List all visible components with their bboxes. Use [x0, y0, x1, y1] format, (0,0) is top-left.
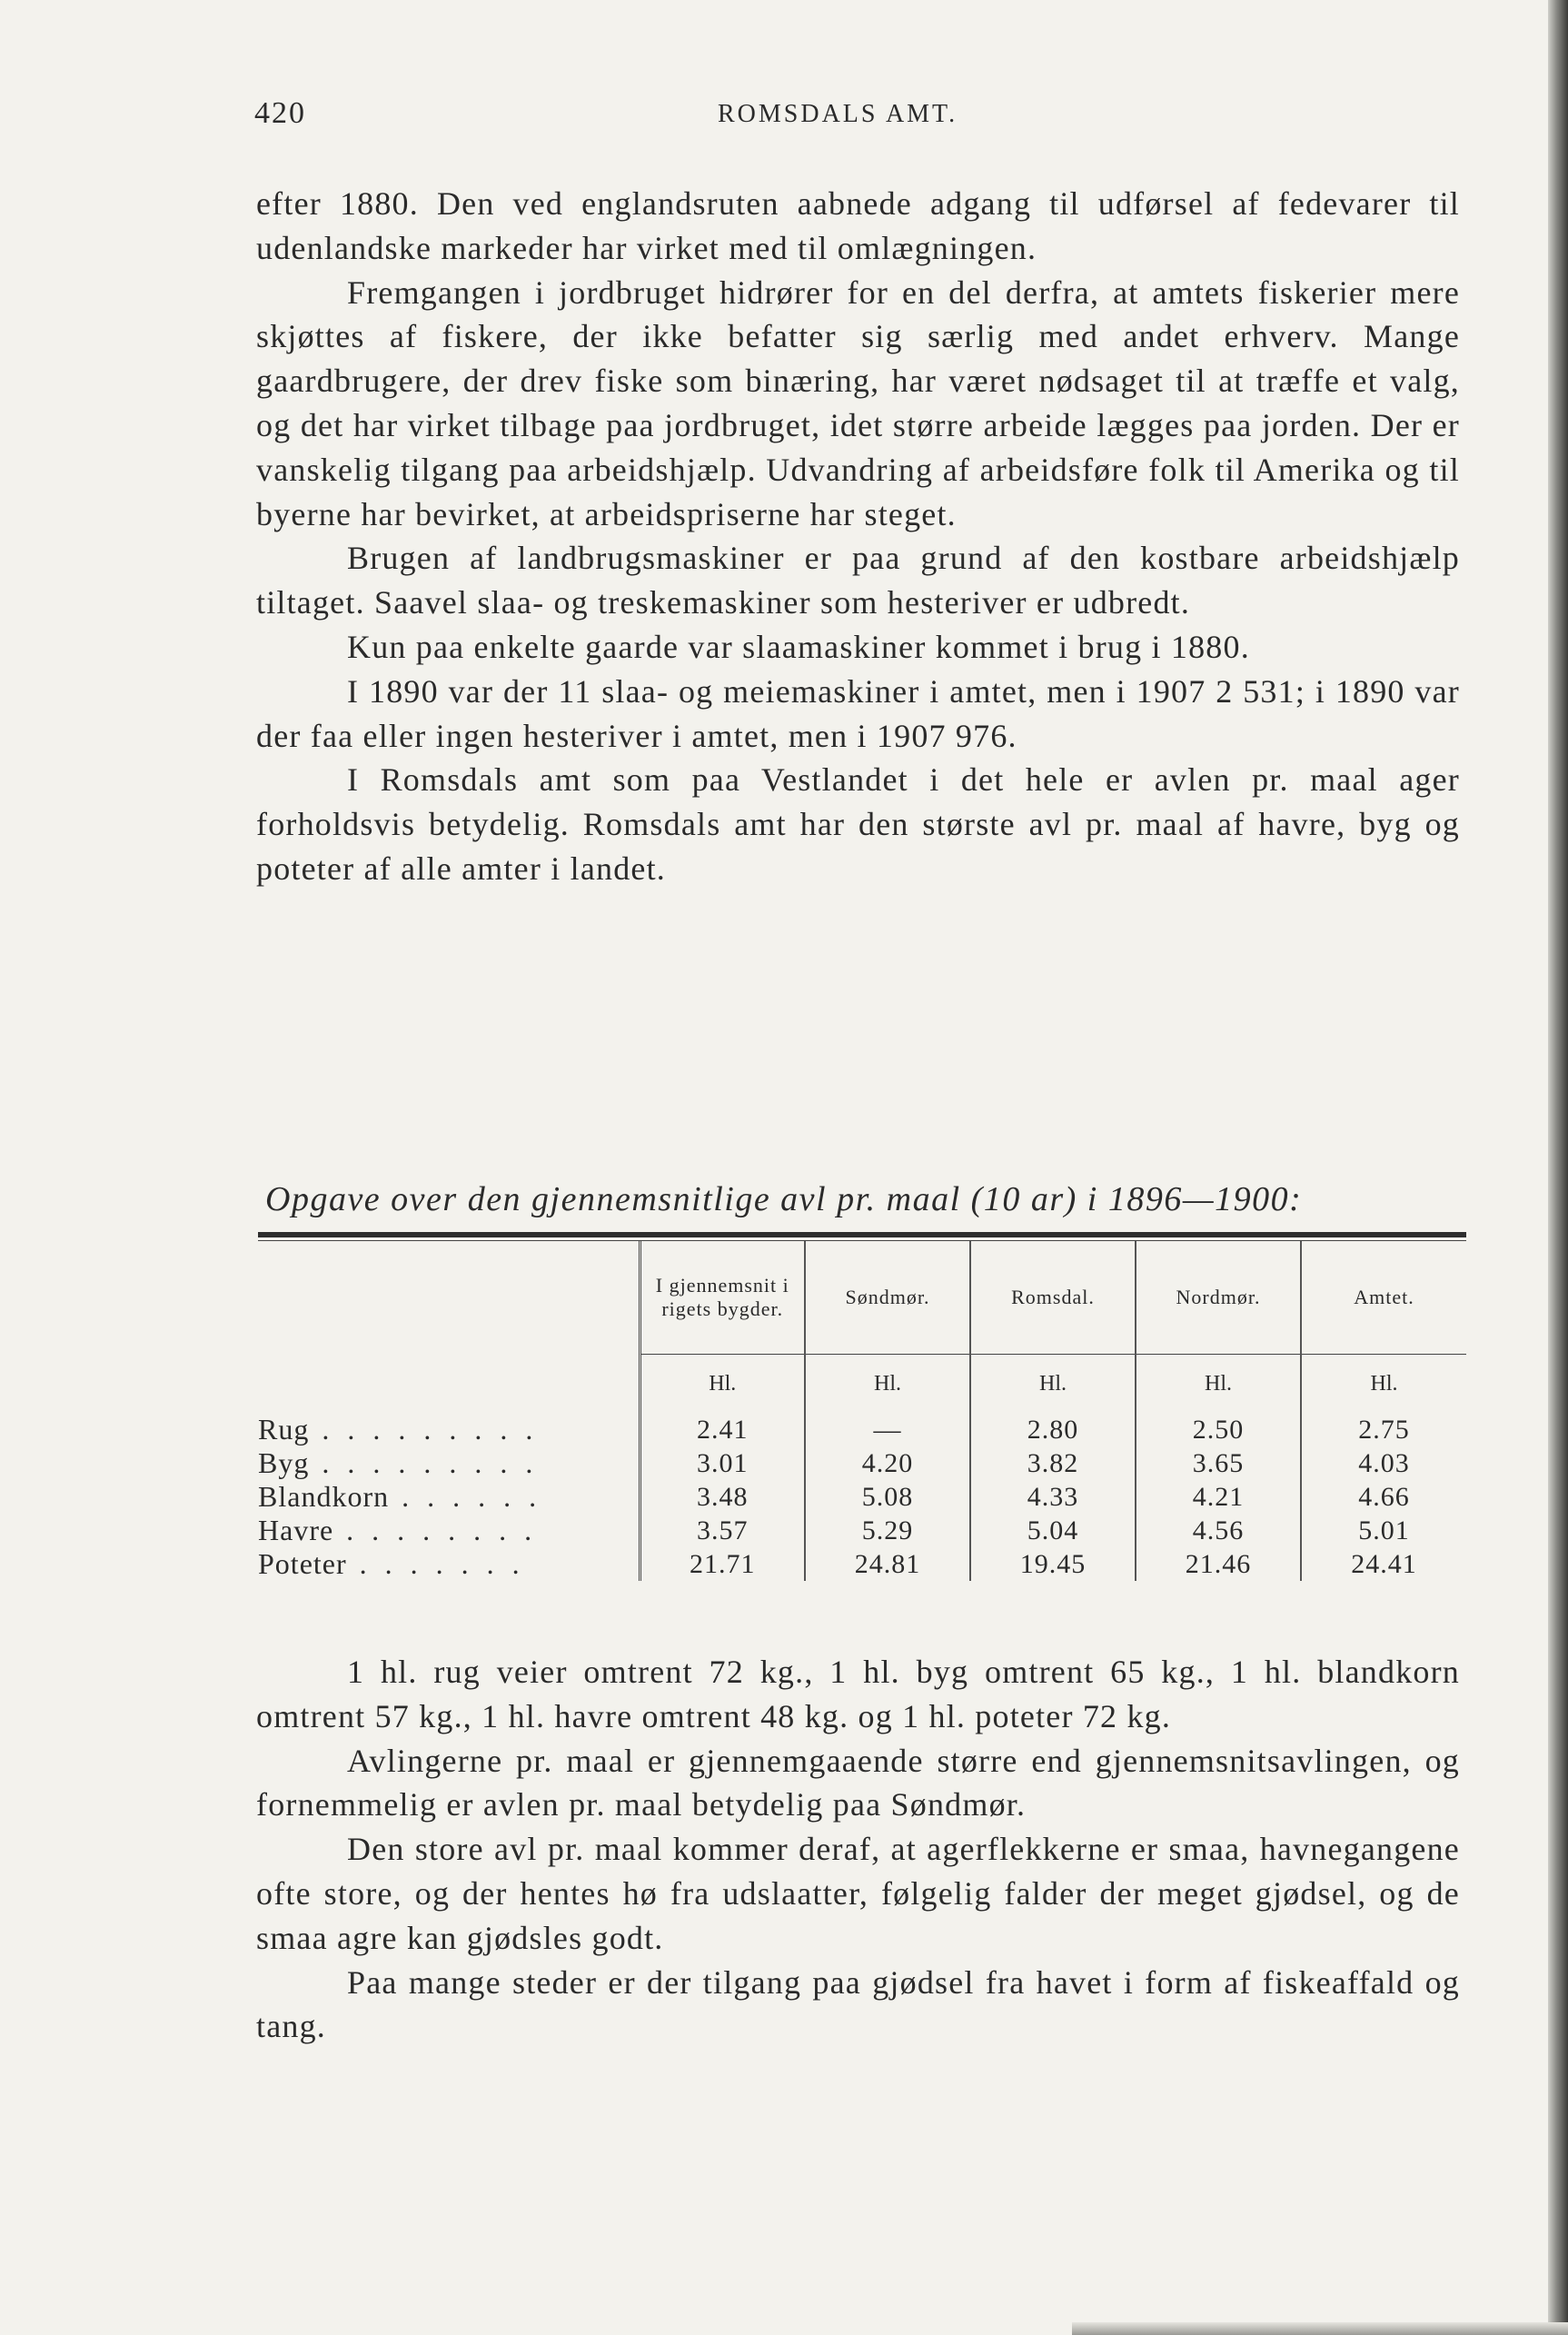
paragraph: efter 1880. Den ved englandsruten aabnede adgang til udførsel af fedevarer til udenlandske markeder har virket med til omlægningen. — [256, 185, 1460, 266]
table-row — [258, 1547, 1466, 1581]
table-cell: 19.45 — [970, 1547, 1136, 1581]
column-header: Søndmør. — [805, 1241, 970, 1355]
table-row — [258, 1480, 1466, 1514]
table-row — [258, 1514, 1466, 1547]
table-cell: 21.71 — [640, 1547, 805, 1581]
table-cell: 24.41 — [1301, 1547, 1466, 1581]
table-cell: 2.75 — [1301, 1413, 1466, 1446]
yield-table-wrapper — [258, 1232, 1466, 1581]
unit-label: Hl. — [1301, 1355, 1466, 1414]
table-row — [258, 1413, 1466, 1446]
row-label — [258, 1514, 640, 1547]
column-header: I gjennemsnit i rigets bygder. — [640, 1241, 805, 1355]
table-cell: 2.50 — [1136, 1413, 1301, 1446]
table-cell: 3.57 — [640, 1514, 805, 1547]
paragraph: 1 hl. rug veier omtrent 72 kg., 1 hl. byg omtrent 65 kg., 1 hl. blandkorn omtrent 57 kg., 1 hl. havre omtrent 48 kg. og 1 hl. poteter 72 kg. — [256, 1654, 1460, 1734]
table-caption: Opgave over den gjennemsnitlige avl pr. maal (10 ar) i 1896—1900: — [265, 1180, 1303, 1218]
table-cell: 5.01 — [1301, 1514, 1466, 1547]
leader-dots: . . . . . . — [389, 1480, 542, 1513]
leader-dots: . . . . . . . . . — [309, 1413, 539, 1446]
table-header-row — [258, 1241, 1466, 1355]
paragraph: Fremgangen i jordbruget hidrører for en del derfra, at amtets fiskerier mere skjøttes af fiskere, der ikke befatter sig særlig med andet erhverv. Mange gaardbrugere, der drev fiske som binæring, har været nødsaget til at træffe et valg, og det har virket tilbage paa jordbruget, idet større arbeide lægges paa jorden. Der er vanskelig tilgang paa arbeidshjælp. Udvandring af arbeidsføre folk til Amerika og til byerne har bevirket, at arbeidspriserne har steget. — [256, 273, 1460, 532]
row-label — [258, 1446, 640, 1480]
table-cell: 4.56 — [1136, 1514, 1301, 1547]
unit-label: Hl. — [640, 1355, 805, 1414]
unit-label: Hl. — [970, 1355, 1136, 1414]
table-cell: 4.20 — [805, 1446, 970, 1480]
page-edge-shadow — [1548, 0, 1568, 2335]
page-number: 420 — [254, 96, 306, 130]
table-cell: 2.80 — [970, 1413, 1136, 1446]
unit-blank — [258, 1355, 640, 1414]
row-label-text: Poteter — [258, 1547, 347, 1580]
leader-dots: . . . . . . . — [346, 1547, 525, 1580]
paragraph: Den store avl pr. maal kommer deraf, at agerflekkerne er smaa, havnegangene ofte store, og der hentes hø fra udslaatter, følgelig falder der meget gjødsel, og de smaa agre kan gjødsles godt. — [256, 1831, 1460, 1956]
table-cell: 3.48 — [640, 1480, 805, 1514]
column-header: Amtet. — [1301, 1241, 1466, 1355]
table-cell: 3.82 — [970, 1446, 1136, 1480]
yield-table — [258, 1241, 1466, 1581]
table-cell: 5.04 — [970, 1514, 1136, 1547]
table-row — [258, 1446, 1466, 1480]
text-after-table — [256, 1650, 1460, 2049]
table-cell: 4.03 — [1301, 1446, 1466, 1480]
table-cell: 21.46 — [1136, 1547, 1301, 1581]
page-bottom-edge — [1072, 2322, 1568, 2335]
table-cell: — — [805, 1413, 970, 1446]
text-before-table — [256, 182, 1460, 891]
table-top-rule — [258, 1232, 1466, 1237]
paragraph: Brugen af landbrugsmaskiner er paa grund af den kostbare arbeidshjælp tiltaget. Saavel slaa- og treskemaskiner som hesteriver er udbredt. — [256, 540, 1460, 621]
row-label — [258, 1547, 640, 1581]
header-blank — [258, 1241, 640, 1355]
paragraph: Kun paa enkelte gaarde var slaamaskiner kommet i brug i 1880. — [347, 628, 1250, 665]
paragraph: Paa mange steder er der tilgang paa gjødsel fra havet i form af fiskeaffald og tang. — [256, 1963, 1460, 2045]
row-label-text: Blandkorn — [258, 1480, 390, 1513]
table-unit-row — [258, 1355, 1466, 1414]
row-label-text: Byg — [258, 1446, 310, 1479]
table-cell: 24.81 — [805, 1547, 970, 1581]
table-cell: 5.08 — [805, 1480, 970, 1514]
table-cell: 3.65 — [1136, 1446, 1301, 1480]
paragraph: Avlingerne pr. maal er gjennemgaaende større end gjennemsnitsavlingen, og fornemmelig er avlen pr. maal betydelig paa Søndmør. — [256, 1742, 1460, 1823]
table-cell: 5.29 — [805, 1514, 970, 1547]
leader-dots: . . . . . . . . — [333, 1514, 538, 1546]
table-cell: 4.33 — [970, 1480, 1136, 1514]
running-title: ROMSDALS AMT. — [718, 100, 958, 128]
row-label — [258, 1413, 640, 1446]
page-header — [254, 96, 1454, 133]
table-cell: 3.01 — [640, 1446, 805, 1480]
table-cell: 4.21 — [1136, 1480, 1301, 1514]
table-cell: 4.66 — [1301, 1480, 1466, 1514]
leader-dots: . . . . . . . . . — [309, 1446, 539, 1479]
row-label-text: Rug — [258, 1413, 310, 1446]
row-label — [258, 1480, 640, 1514]
row-label-text: Havre — [258, 1514, 334, 1546]
column-header: Nordmør. — [1136, 1241, 1301, 1355]
table-cell: 2.41 — [640, 1413, 805, 1446]
paragraph: I Romsdals amt som paa Vestlandet i det hele er avlen pr. maal ager forholdsvis betydelig. Romsdals amt har den største avl pr. maal af havre, byg og poteter af alle amter i landet. — [256, 761, 1460, 887]
unit-label: Hl. — [1136, 1355, 1301, 1414]
paragraph: I 1890 var der 11 slaa- og meiemaskiner i amtet, men i 1907 2 531; i 1890 var der faa eller ingen hesteriver i amtet, men i 1907 976. — [256, 672, 1460, 754]
column-header: Romsdal. — [970, 1241, 1136, 1355]
unit-label: Hl. — [805, 1355, 970, 1414]
